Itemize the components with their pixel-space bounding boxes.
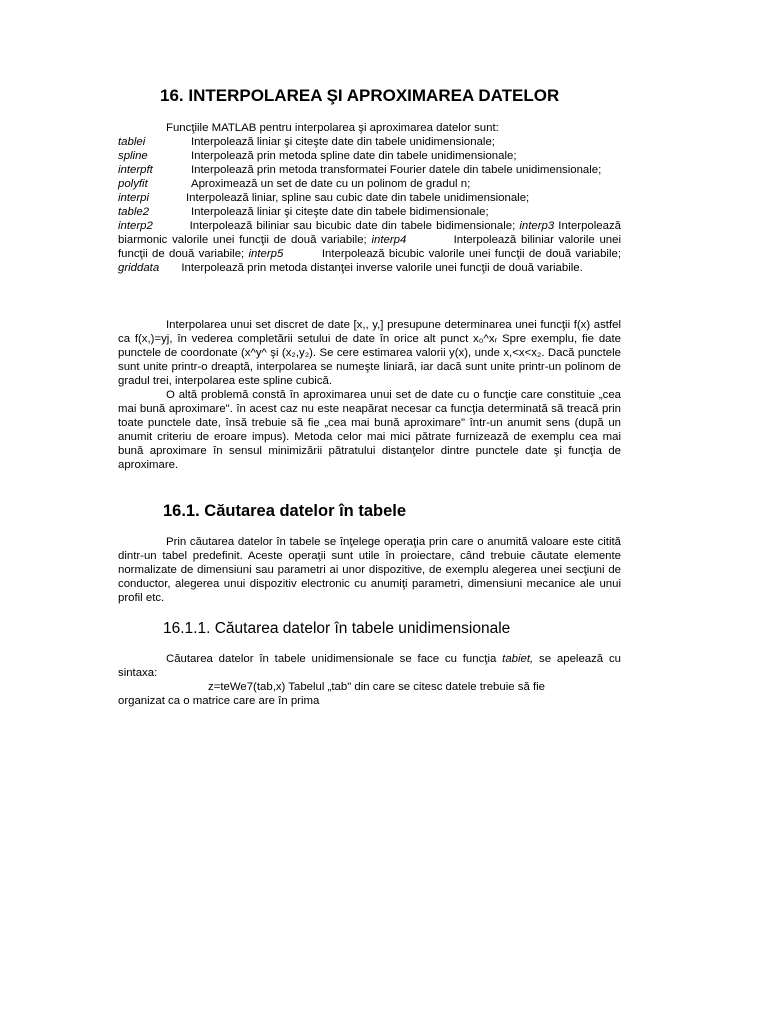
function-name: spline [118, 150, 148, 162]
function-description: Interpolează liniar şi citeşte date din tabele unidimensionale; [191, 136, 495, 148]
function-name: interp2 [118, 220, 153, 232]
function-row-polyfit [118, 177, 621, 191]
function-name: interpft [118, 164, 153, 176]
functions-section [118, 121, 621, 275]
syntax-line: z=teWe7(tab,x) Tabelul „tab" din care se citesc datele trebuie să fie [208, 681, 545, 693]
paragraph-syntax-intro: Căutarea datelor în tabele unidimensionale se face cu funcţia tabiet, se apelează cu sintaxa: [118, 653, 622, 679]
function-row-interpft [118, 163, 621, 177]
function-description: Interpolează biarmonic valorile unei funcţii de două variabile; [118, 220, 621, 246]
function-name: interp4 [371, 234, 407, 246]
function-row-tablei [118, 135, 621, 149]
function-description: Interpolează prin metoda spline date din tabele unidimensionale; [191, 150, 517, 162]
continuation-line: organizat ca o matrice care are în prima [118, 695, 320, 707]
function-description: Interpolează prin metoda transformatei Fourier datele din tabele unidimensionale; [191, 164, 602, 176]
subsection-title: 16.1.1. Căutarea datelor în tabele unidimensionale [163, 620, 511, 637]
function-description: Interpolează liniar, spline sau cubic date din tabele unidimensionale; [186, 192, 530, 204]
function-name: polyfit [118, 178, 148, 190]
function-name: interpi [118, 192, 150, 204]
interp2-block [118, 219, 621, 275]
function-name: interp5 [248, 248, 284, 260]
function-description: Interpolează liniar şi citeşte date din tabele bidimensionale; [191, 206, 489, 218]
paragraph-interpolation: Interpolarea unui set discret de date [x,, y,] presupune determinarea unei funcţii f(x) astfel ca f(x,)=yj, în vederea completării setului de date în orice alt punct x₀^xᵣ Spre exemplu, fie date punctele de coordonate (x^y^ şi (x₂,y₂). Se cere estimarea valorii y(x), unde x,<x<x₂. Dacă punctele sunt unite printr-o dreaptă, interpolarea se numeşte liniară, iar dacă sunt unite printr-un polinom de gradul trei, interpolarea este spline cubică. [118, 319, 621, 387]
function-row-spline [118, 149, 621, 163]
function-description: Interpolează biliniar sau bicubic date din tabele bidimensionale; [189, 220, 516, 232]
function-name: tablei [118, 136, 146, 148]
section-title: 16.1. Căutarea datelor în tabele [163, 502, 407, 520]
function-row-interpi [118, 191, 621, 205]
function-name: table2 [118, 206, 150, 218]
function-name: griddata [118, 262, 160, 274]
function-description: Interpolează biliniar valorile unei funcţii de două variabile; [118, 234, 621, 260]
table-search-section [118, 535, 621, 605]
intro-text: Funcţiile MATLAB pentru interpolarea şi aproximarea datelor sunt: [166, 122, 499, 134]
function-description: Aproximează un set de date cu un polinom de gradul n; [191, 178, 471, 190]
one-dimensional-section [118, 652, 621, 708]
function-description: Interpolează bicubic valorile unei funcţii de două variabile; [321, 248, 621, 260]
function-row-table2 [118, 205, 621, 219]
function-name: interp3 [519, 220, 555, 232]
function-description: Interpolează prin metoda distanţei inverse valorile unei funcţii de două variabile. [181, 262, 583, 274]
function-name: tabiet, [502, 653, 534, 665]
paragraph-approximation: O altă problemă constă în aproximarea unui set de date cu o funcţie care constituie „cea mai bună aproximare". în acest caz nu este neapărat necesar ca funcţia determinată să treacă prin toate punctele date, însă trebuie să fie „cea mai bună aproximare" într-un anumit sens (după un anumit criteriu de eroare impus). Metoda celor mai mici pătrate furnizează de exemplu cea mai bună aproximare în sensul minimizării pătratului distanţelor dintre punctele date şi funcţia de aproximare. [118, 389, 621, 471]
paragraph-table-search: Prin căutarea datelor în tabele se înţelege operaţia prin care o anumită valoare este citită dintr-un tabel predefinit. Aceste operaţii sunt utile în proiectare, când trebuie căutate elemente normalizate de dimensiuni sau parametri ai unor dispozitive, de exemplu alegerea unei secţiuni de conductor, alegerea unui dispozitiv electronic cu anumiţi parametri, dimensiuni mecanice ale unui profil etc. [118, 536, 621, 604]
interpolation-explanation [118, 318, 621, 472]
page-title: 16. INTERPOLAREA ŞI APROXIMAREA DATELOR [160, 86, 560, 105]
